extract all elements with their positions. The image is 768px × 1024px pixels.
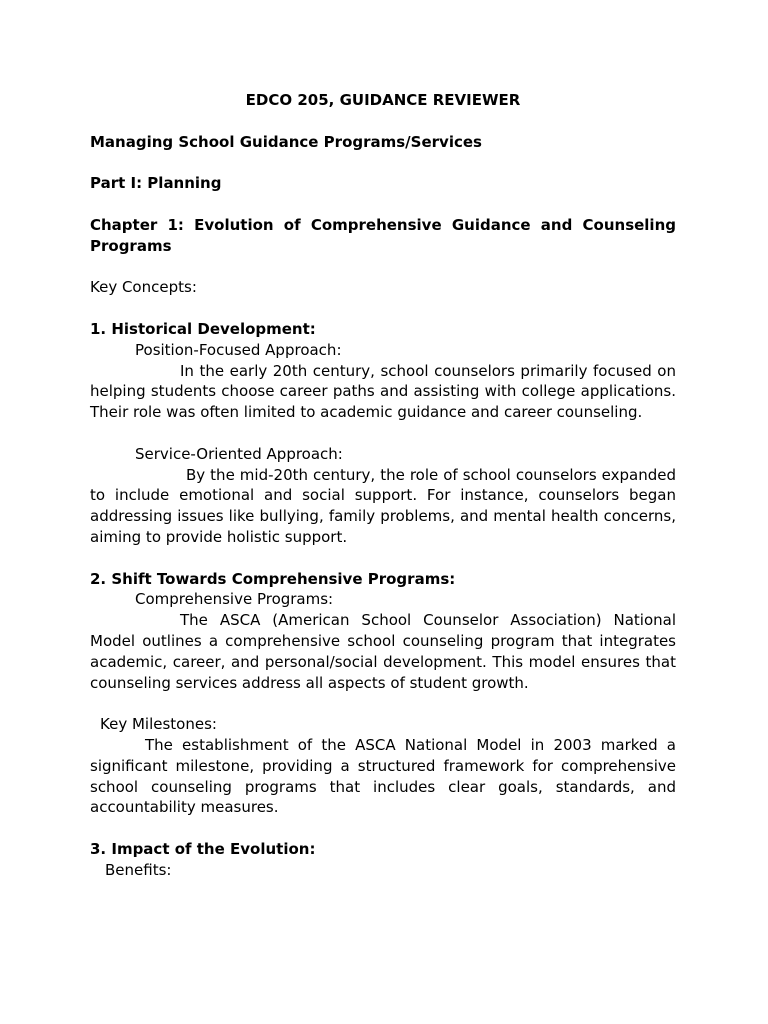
document-subtitle: Managing School Guidance Programs/Services — [90, 132, 482, 151]
paragraph: The ASCA (American School Counselor Association) National Model outlines a comprehensive school counseling program that integrates academic, career, and personal/social development. This model ensures that counseling services address all aspects of student growth. — [90, 611, 676, 692]
key-concepts-label: Key Concepts: — [90, 278, 197, 297]
subsection-label: Benefits: — [105, 860, 172, 879]
part-heading: Part I: Planning — [90, 174, 222, 193]
section-heading: 2. Shift Towards Comprehensive Programs: — [90, 569, 456, 588]
subsection-label: Comprehensive Programs: — [135, 590, 334, 609]
section-heading: 1. Historical Development: — [90, 319, 316, 338]
paragraph: By the mid-20th century, the role of school counselors expanded to include emotional and social support. For instance, counselors began addressing issues like bullying, family problems, and mental health concerns, aiming to provide holistic support. — [90, 465, 676, 546]
subsection-label: Service-Oriented Approach: — [135, 444, 343, 463]
document-title: EDCO 205, GUIDANCE REVIEWER — [245, 91, 521, 109]
paragraph: In the early 20th century, school counselors primarily focused on helping students choose career paths and assisting with college applications. Their role was often limited to academic guidance and career counseling. — [90, 361, 676, 422]
subsection-label: Position-Focused Approach: — [135, 340, 342, 359]
subsection-label: Key Milestones: — [100, 715, 217, 734]
document-page — [90, 90, 676, 880]
paragraph: The establishment of the ASCA National Model in 2003 marked a significant milestone, providing a structured framework for comprehensive school counseling programs that includes clear goals, standards, and accountability measures. — [90, 735, 676, 817]
chapter-heading: Chapter 1: Evolution of Comprehensive Guidance and Counseling Programs — [90, 215, 676, 255]
section-heading: 3. Impact of the Evolution: — [90, 839, 316, 858]
